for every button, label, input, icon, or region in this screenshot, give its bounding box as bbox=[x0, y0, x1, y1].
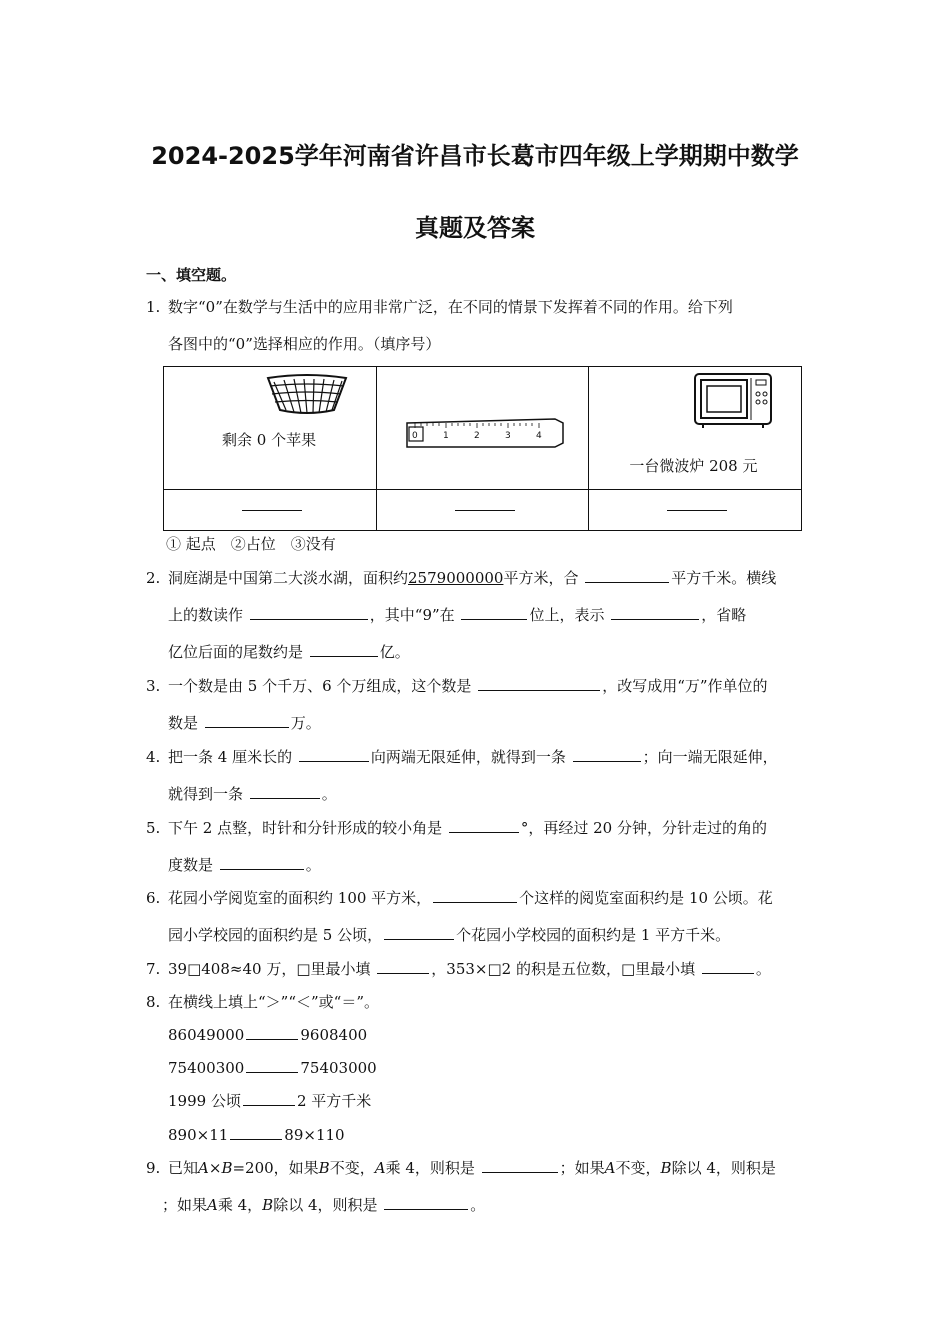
q5-line1: 5. 下午 2 点整，时针和分针形成的较小角是 °，再经过 20 分钟，分针走过的角的 bbox=[146, 819, 767, 837]
basket-icon bbox=[264, 372, 350, 416]
q1-answer-2[interactable] bbox=[376, 490, 589, 531]
q8-row: 75400300 75403000 bbox=[168, 1059, 377, 1077]
q5-line2: 度数是 。 bbox=[168, 856, 321, 874]
q6-blank-2[interactable] bbox=[384, 925, 454, 940]
q3-blank-2[interactable] bbox=[205, 713, 289, 728]
ruler-icon bbox=[405, 419, 565, 449]
q9-blank-3[interactable] bbox=[384, 1195, 468, 1210]
q4-blank-1[interactable] bbox=[299, 747, 369, 762]
ruler-tick-4: 4 bbox=[535, 431, 542, 441]
q9-line1: 9. 已知A×B=200，如果B不变，A乘 4，则积是 ；如果A不变，B除以 4，则积是 bbox=[146, 1159, 776, 1177]
ruler-tick-2: 2 bbox=[473, 431, 480, 441]
ruler-tick-1: 1 bbox=[442, 431, 449, 441]
q7-blank-1[interactable] bbox=[377, 959, 429, 974]
q8-line: 8. 在横线上填上“＞”“＜”或“＝”。 bbox=[146, 993, 380, 1011]
q2-area: 2579000000 bbox=[408, 569, 504, 587]
section-heading: 一、填空题。 bbox=[146, 266, 237, 284]
q7-line: 7. 39□408≈40 万，□里最小填 ，353×□2 的积是五位数，□里最小填 。 bbox=[146, 960, 771, 978]
document-title-line2: 真题及答案 bbox=[415, 214, 535, 242]
q6-blank-1[interactable] bbox=[433, 888, 517, 903]
q1-line1: 1. 数字“0”在数学与生活中的应用非常广泛，在不同的情景下发挥着不同的作用。给下列 bbox=[146, 298, 733, 316]
q1-cell-microwave bbox=[589, 367, 802, 490]
q2-blank-3[interactable] bbox=[461, 605, 527, 620]
q8-blank-3[interactable] bbox=[243, 1091, 295, 1106]
q4-line2: 就得到一条 。 bbox=[168, 785, 337, 803]
q1-cell-ruler bbox=[376, 367, 589, 490]
q2-line2: 上的数读作 ，其中“9”在 位上，表示 ，省略 bbox=[168, 606, 747, 624]
q1-caption-basket: 剩余 0 个苹果 bbox=[222, 431, 317, 449]
q9-line2: ；如果A乘 4，B除以 4，则积是 。 bbox=[162, 1196, 486, 1214]
q2-blank-1[interactable] bbox=[585, 568, 669, 583]
q4-line1: 4. 把一条 4 厘米长的 向两端无限延伸，就得到一条 ；向一端无限延伸， bbox=[146, 748, 778, 766]
q6-line1: 6. 花园小学阅览室的面积约 100 平方米， 个这样的阅览室面积约是 10 公顷。花 bbox=[146, 889, 773, 907]
q8-row: 890×11 89×110 bbox=[168, 1126, 345, 1144]
q2-blank-5[interactable] bbox=[310, 642, 378, 657]
q1-cell-basket bbox=[164, 367, 377, 490]
q3-line1: 3. 一个数是由 5 个千万、6 个万组成，这个数是 ，改写成用“万”作单位的 bbox=[146, 677, 768, 695]
q3-line2: 数是 万。 bbox=[168, 714, 321, 732]
q1-caption-microwave: 一台微波炉 208 元 bbox=[629, 457, 758, 475]
q6-line2: 园小学校园的面积约是 5 公顷， 个花园小学校园的面积约是 1 平方千米。 bbox=[168, 926, 731, 944]
q7-blank-2[interactable] bbox=[702, 959, 754, 974]
q8-row: 86049000 9608400 bbox=[168, 1026, 368, 1044]
q2-line1: 2. 洞庭湖是中国第二大淡水湖，面积约2579000000平方米，合 平方千米。横线 bbox=[146, 569, 777, 587]
q4-blank-3[interactable] bbox=[250, 784, 320, 799]
q8-row: 1999 公顷 2 平方千米 bbox=[168, 1092, 372, 1110]
ruler-tick-0: 0 bbox=[411, 431, 418, 441]
q5-blank-2[interactable] bbox=[220, 855, 304, 870]
q2-line3: 亿位后面的尾数约是 亿。 bbox=[168, 643, 410, 661]
q2-blank-2[interactable] bbox=[250, 605, 368, 620]
q9-blank-1[interactable] bbox=[482, 1158, 558, 1173]
q1-table bbox=[163, 366, 802, 531]
q8-blank-2[interactable] bbox=[246, 1058, 298, 1073]
q4-blank-2[interactable] bbox=[573, 747, 641, 762]
q8-blank-1[interactable] bbox=[246, 1025, 298, 1040]
document-title-line1: 2024-2025学年河南省许昌市长葛市四年级上学期期中数学 bbox=[151, 142, 799, 170]
q3-blank-1[interactable] bbox=[478, 676, 600, 691]
ruler-tick-3: 3 bbox=[504, 431, 511, 441]
q8-blank-4[interactable] bbox=[230, 1125, 282, 1140]
q2-blank-4[interactable] bbox=[611, 605, 699, 620]
q1-answer-3[interactable] bbox=[589, 490, 802, 531]
q1-options: ① 起点 ②占位 ③没有 bbox=[166, 535, 336, 553]
microwave-icon bbox=[693, 372, 773, 430]
q1-answer-1[interactable] bbox=[164, 490, 377, 531]
q5-blank-1[interactable] bbox=[449, 818, 519, 833]
q1-line2: 各图中的“0”选择相应的作用。（填序号） bbox=[168, 335, 441, 353]
